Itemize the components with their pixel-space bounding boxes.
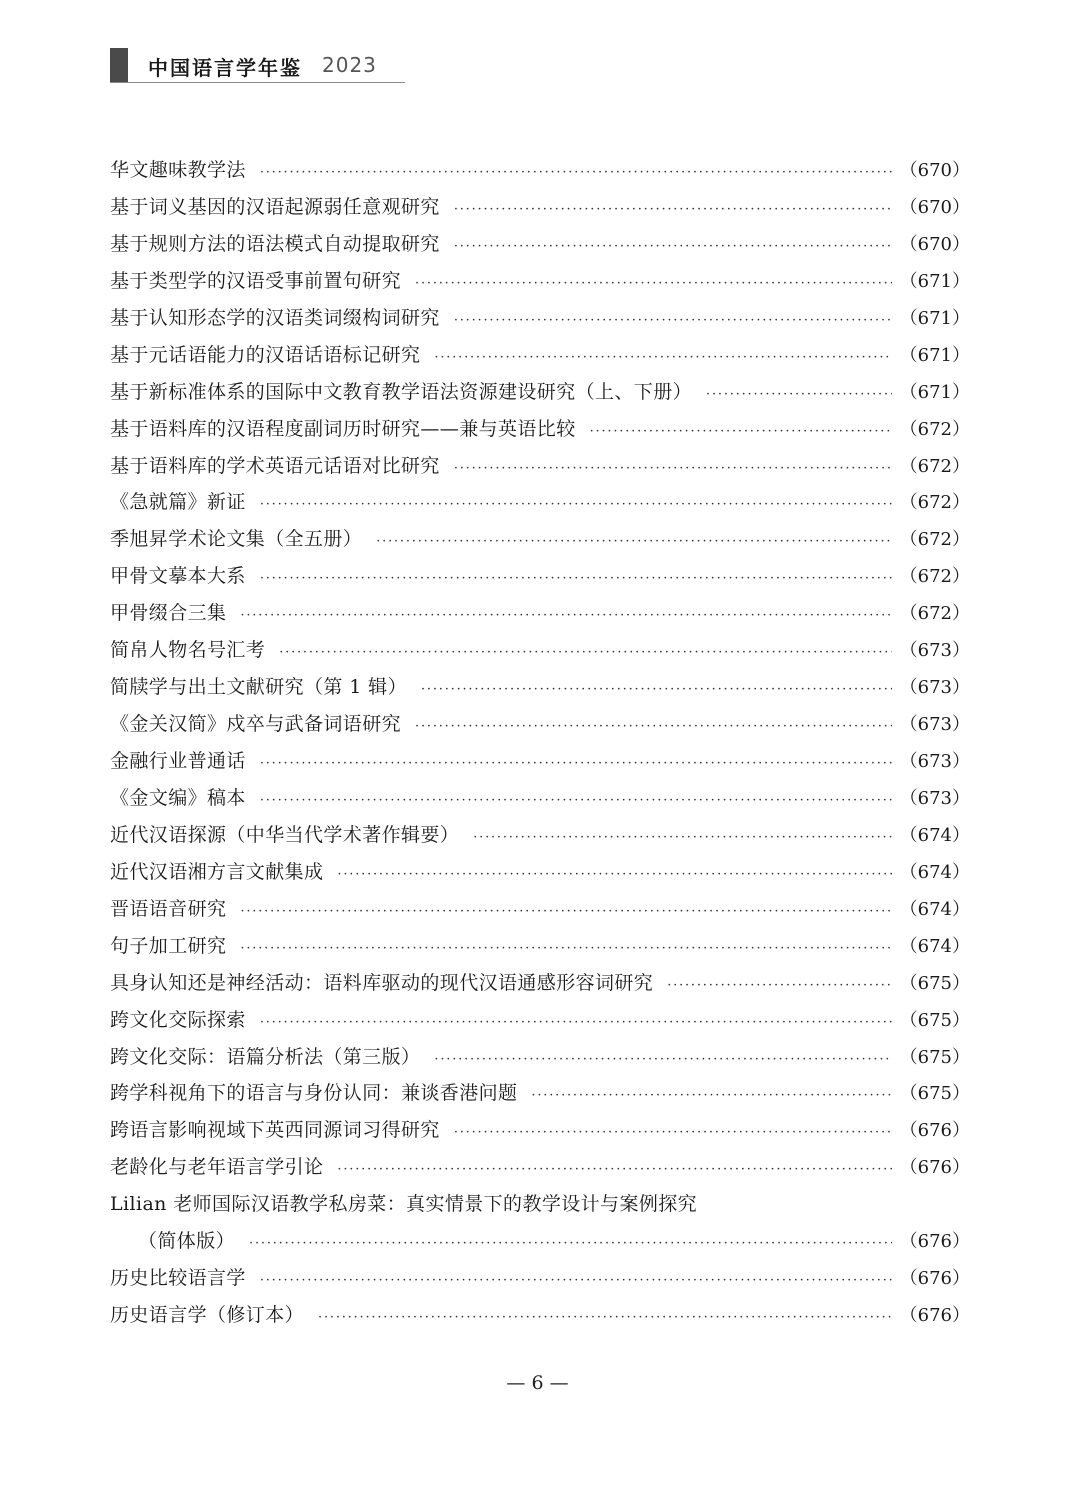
toc-dot-leader <box>421 672 892 709</box>
toc-entry <box>110 965 970 1002</box>
toc-dot-leader <box>260 487 892 524</box>
toc-dot-leader <box>337 1152 891 1189</box>
toc-entry <box>110 226 970 263</box>
toc-entry-page: （675） <box>899 1046 970 1068</box>
toc-entry-page: （676） <box>899 1120 970 1142</box>
toc-entry <box>110 374 970 411</box>
toc-dot-leader <box>667 968 891 1005</box>
toc-dot-leader <box>434 1042 891 1079</box>
toc-entry-page: （670） <box>899 196 970 218</box>
toc-dot-leader <box>415 266 892 303</box>
toc-entry <box>110 1260 970 1297</box>
table-of-contents <box>110 152 970 1334</box>
toc-dot-leader <box>434 340 891 377</box>
toc-entry-page: （670） <box>899 160 970 181</box>
toc-dot-leader <box>279 635 891 672</box>
toc-entry <box>110 780 970 817</box>
toc-entry-page: （672） <box>899 492 970 514</box>
toc-entry-title: 近代汉语探源（中华当代学术著作辑要） <box>110 823 460 846</box>
toc-entry-title: 基于词义基因的汉语起源弱任意观研究 <box>110 195 440 218</box>
toc-entry <box>110 706 970 743</box>
toc-entry-page: （672） <box>899 529 970 551</box>
toc-entry-page: （672） <box>899 603 970 625</box>
book-year: 2023 <box>322 53 377 77</box>
toc-entry <box>110 558 970 595</box>
toc-dot-leader <box>454 1115 892 1152</box>
toc-entry <box>110 632 970 669</box>
running-header <box>110 48 405 82</box>
toc-entry <box>110 1112 970 1149</box>
toc-dot-leader <box>318 1300 892 1337</box>
toc-dot-leader <box>240 598 891 635</box>
toc-entry-title: 甲骨缀合三集 <box>110 602 227 625</box>
toc-entry-page: （676） <box>899 1268 970 1290</box>
toc-dot-leader <box>454 451 892 488</box>
toc-entry-page: （673） <box>899 640 970 662</box>
toc-entry <box>110 1002 970 1039</box>
toc-entry <box>110 448 970 485</box>
toc-dot-leader <box>249 1226 892 1263</box>
toc-dot-leader <box>260 561 892 598</box>
toc-entry <box>110 411 970 448</box>
toc-entry-title: 晋语语音研究 <box>110 897 227 920</box>
toc-dot-leader <box>454 229 892 266</box>
toc-dot-leader <box>376 524 891 561</box>
header-rule <box>110 82 405 83</box>
toc-entry-page: （673） <box>899 751 970 772</box>
toc-dot-leader <box>706 377 892 414</box>
toc-entry-title: 基于语料库的汉语程度副词历时研究——兼与英语比较 <box>110 417 576 440</box>
toc-entry <box>110 1075 970 1112</box>
toc-entry <box>110 1186 970 1223</box>
toc-entry-title: 老龄化与老年语言学引论 <box>110 1156 324 1179</box>
toc-entry <box>110 743 970 780</box>
toc-entry-title: 句子加工研究 <box>110 934 227 957</box>
toc-entry <box>110 521 970 558</box>
toc-dot-leader <box>590 414 892 451</box>
toc-entry-title: 金融行业普通话 <box>110 750 246 772</box>
toc-entry-title: 基于类型学的汉语受事前置句研究 <box>110 269 402 292</box>
toc-entry-title: 华文趣味教学法 <box>110 159 246 181</box>
toc-entry-title: 基于认知形态学的汉语类词缀构词研究 <box>110 306 440 329</box>
toc-entry-title: 基于规则方法的语法模式自动提取研究 <box>110 232 440 255</box>
toc-entry-page: （676） <box>899 1157 970 1179</box>
toc-entry <box>110 189 970 226</box>
toc-dot-leader <box>260 1263 892 1300</box>
toc-entry-title: （简体版） <box>138 1230 236 1253</box>
toc-entry-title: 跨语言影响视域下英西同源词习得研究 <box>110 1119 440 1142</box>
toc-entry-title: 季旭昇学术论文集（全五册） <box>110 528 363 551</box>
toc-entry <box>110 1223 970 1260</box>
toc-entry-title: 具身认知还是神经活动：语料库驱动的现代汉语通感形容词研究 <box>110 971 654 994</box>
header-accent-bar <box>110 48 128 82</box>
toc-entry <box>110 595 970 632</box>
toc-entry-page: （671） <box>899 381 970 403</box>
toc-entry-title: 基于语料库的学术英语元话语对比研究 <box>110 454 440 477</box>
toc-entry <box>110 484 970 521</box>
toc-dot-leader <box>240 931 891 968</box>
toc-dot-leader <box>415 709 892 746</box>
toc-entry-page: （671） <box>899 307 970 329</box>
toc-entry-page: （676） <box>899 1305 970 1327</box>
toc-dot-leader <box>240 894 891 931</box>
toc-entry-title: 跨文化交际探索 <box>110 1008 246 1031</box>
toc-entry <box>110 1149 970 1186</box>
toc-entry-title: 跨文化交际：语篇分析法（第三版） <box>110 1045 421 1068</box>
toc-entry-title: 《金关汉简》戍卒与武备词语研究 <box>110 713 402 736</box>
toc-entry-page: （672） <box>899 418 970 440</box>
toc-entry-page: （670） <box>899 233 970 255</box>
toc-dot-leader <box>260 155 892 192</box>
toc-dot-leader <box>454 303 892 340</box>
toc-entry <box>110 263 970 300</box>
toc-entry-title: 近代汉语湘方言文献集成 <box>110 860 324 883</box>
toc-dot-leader <box>531 1078 891 1115</box>
toc-entry-page: （673） <box>899 787 970 809</box>
toc-entry-title: 甲骨文摹本大系 <box>110 565 246 588</box>
toc-entry <box>110 669 970 706</box>
toc-entry-page: （676） <box>899 1231 970 1253</box>
toc-entry-page: （675） <box>899 972 970 994</box>
toc-dot-leader <box>473 820 891 857</box>
toc-entry-title: 《金文编》稿本 <box>110 786 246 809</box>
toc-entry <box>110 337 970 374</box>
toc-entry-title: 《急就篇》新证 <box>110 491 246 514</box>
toc-entry-page: （671） <box>899 344 970 366</box>
toc-entry-page: （675） <box>899 1009 970 1031</box>
toc-entry <box>110 854 970 891</box>
toc-dot-leader <box>454 192 892 229</box>
toc-dot-leader <box>260 1005 892 1042</box>
toc-dot-leader <box>337 857 891 894</box>
toc-entry <box>110 1039 970 1076</box>
toc-entry-page: （674） <box>899 824 970 846</box>
toc-entry-title: 跨学科视角下的语言与身份认同：兼谈香港问题 <box>110 1082 518 1105</box>
toc-entry <box>110 300 970 337</box>
toc-entry-page: （674） <box>899 898 970 920</box>
book-title: 中国语言学年鉴 <box>148 56 302 80</box>
toc-entry-title: 简牍学与出土文献研究（第 1 辑） <box>110 676 407 699</box>
page-number: — 6 — <box>506 1372 569 1394</box>
toc-entry <box>110 1297 970 1334</box>
toc-entry-title: Lilian 老师国际汉语教学私房菜：真实情景下的教学设计与案例探究 <box>110 1193 698 1216</box>
toc-entry <box>110 928 970 965</box>
toc-entry-page: （674） <box>899 861 970 883</box>
toc-entry-page: （672） <box>899 455 970 477</box>
toc-dot-leader <box>260 746 892 783</box>
toc-entry-title: 历史语言学（修订本） <box>110 1304 305 1327</box>
toc-entry-title: 简帛人物名号汇考 <box>110 639 266 662</box>
toc-entry-page: （673） <box>899 677 970 699</box>
toc-entry <box>110 817 970 854</box>
toc-entry-page: （675） <box>899 1083 970 1105</box>
toc-dot-leader <box>260 783 892 820</box>
toc-entry-title: 基于新标准体系的国际中文教育教学语法资源建设研究（上、下册） <box>110 380 693 403</box>
toc-entry-page: （671） <box>899 270 970 292</box>
toc-entry-page: （674） <box>899 935 970 957</box>
toc-entry <box>110 891 970 928</box>
toc-entry-page: （673） <box>899 714 970 736</box>
toc-entry-title: 基于元话语能力的汉语话语标记研究 <box>110 343 421 366</box>
toc-entry <box>110 152 970 189</box>
toc-entry-page: （672） <box>899 566 970 588</box>
toc-entry-title: 历史比较语言学 <box>110 1267 246 1290</box>
